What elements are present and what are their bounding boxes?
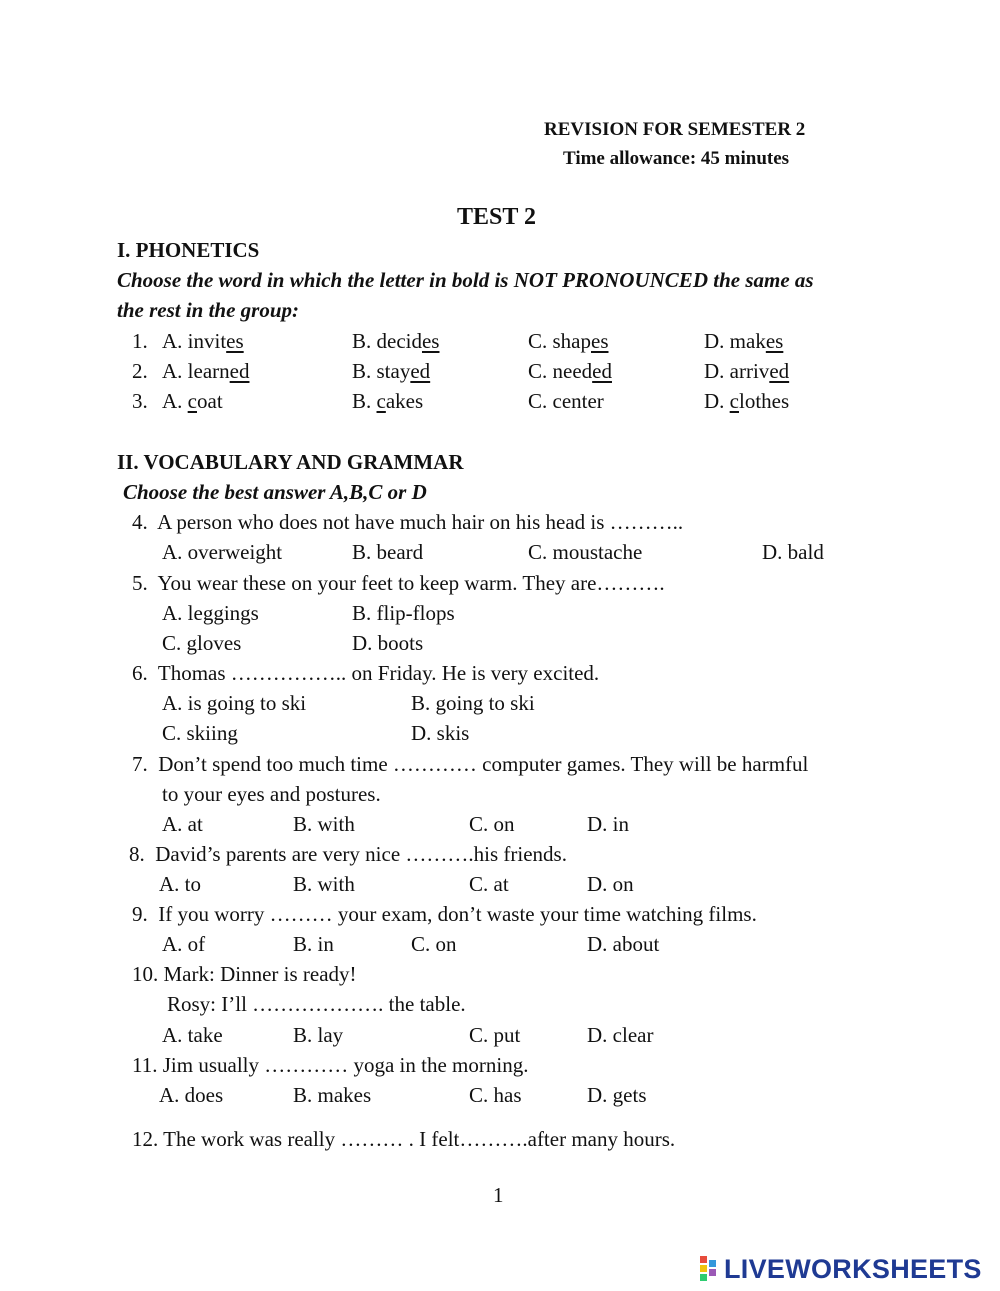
option-c[interactable] <box>528 359 612 384</box>
q10-option-d[interactable]: D. clear <box>587 1023 654 1047</box>
q8-option-b[interactable]: B. with <box>293 872 355 896</box>
option-text: A. learn <box>162 359 230 383</box>
q8-option-a[interactable]: A. to <box>159 872 201 896</box>
q8-option-d[interactable]: D. on <box>587 872 634 896</box>
q5-option-c[interactable]: C. gloves <box>162 631 242 655</box>
question-6 <box>132 661 599 686</box>
option-a[interactable] <box>162 329 244 354</box>
option-text: C. center <box>528 389 604 413</box>
liveworksheets-logo <box>700 1254 982 1284</box>
option-text: D. arriv <box>704 359 770 383</box>
q6-option-b[interactable]: B. going to ski <box>411 691 535 715</box>
question-number: 9. <box>132 902 148 926</box>
option-c[interactable] <box>528 329 609 354</box>
underlined-letters: ed <box>769 359 790 383</box>
question-number: 5. <box>132 571 148 595</box>
question-text: A person who does not have much hair on his head is ……….. <box>157 510 684 534</box>
q4-option-a[interactable]: A. overweight <box>162 540 283 564</box>
question-number: 4. <box>132 510 148 534</box>
question-text: Thomas …………….. on Friday. He is very excited. <box>157 661 600 685</box>
logo-icon <box>700 1256 720 1282</box>
option-text: C. shap <box>528 329 591 353</box>
underlined-letters: ed <box>229 359 250 383</box>
question-5 <box>132 571 665 596</box>
q9-option-c[interactable]: C. on <box>411 932 457 956</box>
question-text: David’s parents are very nice ……….his friends. <box>155 842 567 866</box>
question-text: Don’t spend too much time ………… computer games. They will be harmful <box>158 752 809 776</box>
question-11 <box>132 1053 528 1078</box>
option-text: C. need <box>528 359 593 383</box>
option-text-rest: akes <box>385 389 424 413</box>
question-number: 8. <box>129 842 145 866</box>
phonetics-heading: I. PHONETICS <box>117 238 260 262</box>
underlined-letters: c <box>376 389 386 413</box>
q7-option-c[interactable]: C. on <box>469 812 515 836</box>
q8-option-c[interactable]: C. at <box>469 872 509 896</box>
question-text: Mark: Dinner is ready! <box>163 962 357 986</box>
question-number: 12. <box>132 1127 159 1151</box>
phonetics-instruction-cont: the rest in the group: <box>117 298 300 322</box>
q7-option-a[interactable]: A. at <box>162 812 203 836</box>
q11-option-b[interactable]: B. makes <box>293 1083 372 1107</box>
vocab-heading: II. VOCABULARY AND GRAMMAR <box>117 450 464 474</box>
option-d[interactable] <box>704 329 783 354</box>
option-text-rest: lothes <box>739 389 790 413</box>
q7-option-b[interactable]: B. with <box>293 812 355 836</box>
option-text: B. stay <box>352 359 411 383</box>
option-a[interactable] <box>162 389 223 414</box>
question-10 <box>132 962 357 987</box>
q11-option-c[interactable]: C. has <box>469 1083 522 1107</box>
question-text: If you worry ……… your exam, don’t waste your time watching films. <box>158 902 757 926</box>
question-number: 3. <box>132 389 148 413</box>
question-7-cont: to your eyes and postures. <box>162 782 381 806</box>
question-number: 10. <box>132 962 159 986</box>
q9-option-a[interactable]: A. of <box>162 932 206 956</box>
q5-option-a[interactable]: A. leggings <box>162 601 259 625</box>
q11-option-a[interactable]: A. does <box>159 1083 224 1107</box>
question-number: 2. <box>132 359 148 383</box>
option-text: A. <box>162 389 188 413</box>
phonetics-instruction: Choose the word in which the letter in bold is NOT PRONOUNCED the same as <box>117 268 814 292</box>
underlined-letters: es <box>226 329 244 353</box>
q5-option-b[interactable]: B. flip-flops <box>352 601 455 625</box>
underlined-letters: es <box>591 329 609 353</box>
header-title: REVISION FOR SEMESTER 2 <box>544 119 806 140</box>
question-12 <box>132 1127 675 1152</box>
question-7 <box>132 752 808 777</box>
test-title: TEST 2 <box>457 204 536 230</box>
underlined-letters: c <box>729 389 739 413</box>
q11-option-d[interactable]: D. gets <box>587 1083 647 1107</box>
underlined-letters: c <box>187 389 197 413</box>
underlined-letters: es <box>765 329 784 353</box>
q9-option-d[interactable]: D. about <box>587 932 660 956</box>
question-number: 1. <box>132 329 148 353</box>
brand-name: LIVEWORKSHEETS <box>724 1253 982 1284</box>
q10-option-c[interactable]: C. put <box>469 1023 521 1047</box>
question-8 <box>129 842 567 867</box>
option-b[interactable] <box>352 329 439 354</box>
option-text: B. decid <box>352 329 422 353</box>
option-c[interactable] <box>528 389 604 414</box>
question-number: 11. <box>132 1053 158 1077</box>
question-text: Jim usually ………… yoga in the morning. <box>162 1053 529 1077</box>
question-4 <box>132 510 683 535</box>
page-number: 1 <box>493 1183 504 1207</box>
q10-option-b[interactable]: B. lay <box>293 1023 344 1047</box>
q7-option-d[interactable]: D. in <box>587 812 629 836</box>
option-text: D. mak <box>704 329 766 353</box>
option-d[interactable] <box>704 359 789 384</box>
option-d[interactable] <box>704 389 789 414</box>
header-time-allowance: Time allowance: 45 minutes <box>563 148 790 169</box>
q6-option-a[interactable]: A. is going to ski <box>162 691 307 715</box>
option-text-rest: oat <box>197 389 223 413</box>
q4-option-c[interactable]: C. moustache <box>528 540 643 564</box>
option-text: D. <box>704 389 730 413</box>
underlined-letters: es <box>421 329 440 353</box>
q6-option-c[interactable]: C. skiing <box>162 721 238 745</box>
q10-option-a[interactable]: A. take <box>162 1023 223 1047</box>
q6-option-d[interactable]: D. skis <box>411 721 470 745</box>
q9-option-b[interactable]: B. in <box>293 932 334 956</box>
option-text: B. <box>352 389 377 413</box>
question-number: 7. <box>132 752 148 776</box>
option-text: A. invit <box>162 329 227 353</box>
option-b[interactable] <box>352 389 423 414</box>
q4-option-d[interactable]: D. bald <box>762 540 824 564</box>
q5-option-d[interactable]: D. boots <box>352 631 424 655</box>
question-9 <box>132 902 757 927</box>
option-a[interactable] <box>162 359 249 384</box>
question-text: You wear these on your feet to keep warm. They are………. <box>157 571 665 595</box>
vocab-instruction: Choose the best answer A,B,C or D <box>123 480 427 504</box>
question-10-cont: Rosy: I’ll ………………. the table. <box>167 992 466 1016</box>
q4-option-b[interactable]: B. beard <box>352 540 424 564</box>
underlined-letters: ed <box>592 359 612 383</box>
question-text: The work was really ……… . I felt……….after many hours. <box>163 1127 676 1151</box>
underlined-letters: ed <box>410 359 431 383</box>
option-b[interactable] <box>352 359 430 384</box>
question-number: 6. <box>132 661 148 685</box>
